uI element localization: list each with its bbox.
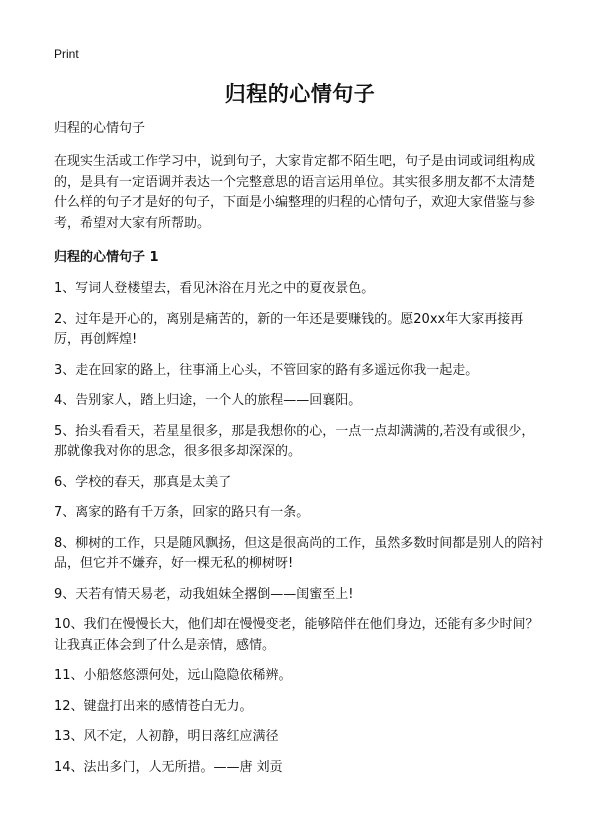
print-link[interactable]: Print (54, 47, 79, 61)
list-item: 2、过年是开心的，离别是痛苦的，新的一年还是要赚钱的。愿20xx年大家再接再厉，再创辉煌! (54, 311, 524, 347)
list-item: 14、法出多门，人无所措。——唐 刘贡 (54, 759, 283, 775)
page-title: 归程的心情句子 (224, 82, 376, 106)
list-item: 8、柳树的工作，只是随风飘扬，但这是很高尚的工作，虽然多数时间都是别人的陪衬品，但它并不嫌弃，好一棵无私的柳树呀! (54, 535, 544, 571)
list-item: 13、风不定，人初静，明日落红应满径 (54, 729, 279, 744)
list-item: 12、键盘打出来的感情苍白无力。 (54, 698, 253, 714)
list-item: 6、学校的春天，那真是太美了 (54, 474, 232, 490)
article-subtitle: 归程的心情句子 (54, 121, 146, 136)
list-item: 11、小船悠悠漂何处，远山隐隐依稀辨。 (54, 668, 292, 683)
section-heading: 归程的心情句子 1 (54, 250, 159, 265)
list-item: 9、天若有情天易老，动我姐妹全撂倒——闺蜜至上! (54, 586, 354, 602)
list-item: 5、抬头看看天，若星星很多，那是我想你的心，一点一点却满满的,若没有或很少，那就像我对你的思念，很多很多却深深的。 (54, 423, 535, 459)
list-item: 10、我们在慢慢长大，他们却在慢慢变老，能够陪伴在他们身边，还能有多少时间？让我真正体会到了什么是亲情，感情。 (54, 617, 539, 653)
list-item: 4、告别家人，踏上归途，一个人的旅程——回襄阳。 (54, 393, 362, 408)
list-item: 1、写词人登楼望去，看见沐浴在月光之中的夏夜景色。 (54, 281, 375, 296)
list-item: 7、离家的路有千万条，回家的路只有一条。 (54, 505, 310, 520)
intro-paragraph: 在现实生活或工作学习中，说到句子，大家肯定都不陌生吧，句子是由词或词组构成的，是具有一定语调并表达一个完整意思的语言运用单位。其实很多朋友都不太清楚什么样的句子才是好的句子，下面是小编整理的归程的心情句子，欢迎大家借鉴与参考，希望对大家有所帮助。 (54, 154, 536, 231)
list-item: 3、走在回家的路上，往事涌上心头，不管回家的路有多遥远你我一起走。 (54, 362, 479, 378)
article-body (54, 120, 546, 788)
